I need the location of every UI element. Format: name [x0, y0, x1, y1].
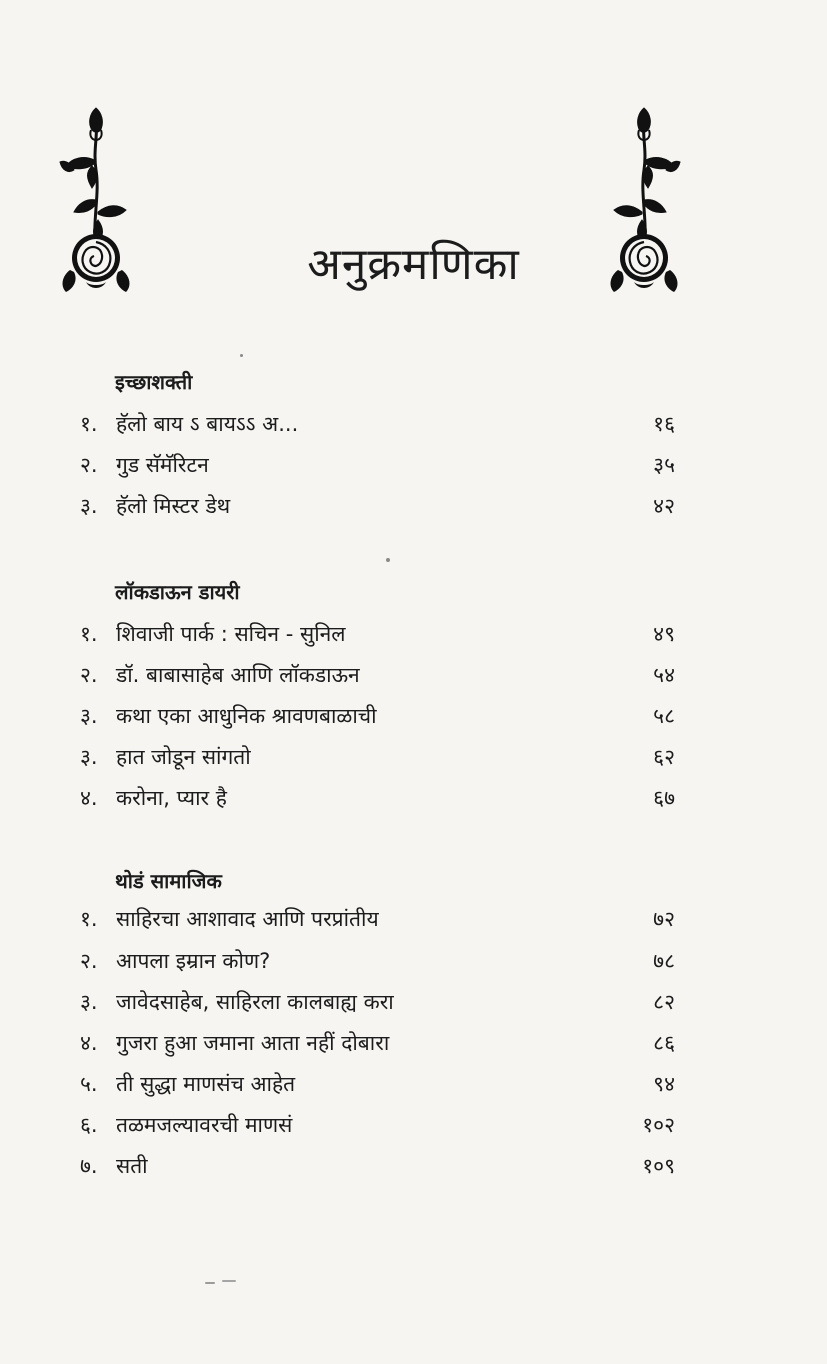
paper-speck: [386, 558, 390, 562]
entry-number: ३.: [80, 704, 98, 728]
toc-entry: [0, 702, 827, 734]
entry-page: १६: [653, 412, 675, 436]
entry-number: ५.: [80, 1072, 98, 1096]
entry-title: हॅलो मिस्टर डेथ: [116, 494, 231, 518]
entry-page: ७२: [653, 907, 675, 931]
entry-number: २.: [80, 663, 98, 687]
toc-entry: [0, 1070, 827, 1102]
toc-entry: [0, 1111, 827, 1143]
section-heading: लॉकडाऊन डायरी: [115, 580, 240, 604]
toc-entry: [0, 492, 827, 524]
toc-entry: [0, 1029, 827, 1061]
entry-number: ४.: [80, 1031, 98, 1055]
entry-number: ३.: [80, 494, 98, 518]
entry-title: आपला इम्रान कोण?: [116, 949, 271, 973]
entry-number: ७.: [80, 1154, 98, 1178]
entry-title: गुजरा हुआ जमाना आता नहीं दोबारा: [116, 1031, 390, 1055]
entry-number: १.: [80, 622, 98, 646]
entry-title: साहिरचा आशावाद आणि परप्रांतीय: [116, 907, 379, 931]
entry-page: ५८: [653, 704, 675, 728]
entry-title: जावेदसाहेब, साहिरला कालबाह्य करा: [116, 990, 394, 1014]
toc-entry: [0, 620, 827, 652]
entry-page: १०२: [642, 1113, 675, 1137]
entry-title: कथा एका आधुनिक श्रावणबाळाची: [116, 704, 377, 728]
entry-title: सती: [116, 1154, 148, 1178]
paper-speck: [240, 354, 243, 357]
page-title: अनुक्रमणिका: [307, 239, 520, 290]
entry-number: ६.: [80, 1113, 98, 1137]
entry-page: ३५: [653, 453, 675, 477]
toc-entry: [0, 410, 827, 442]
entry-page: ९४: [653, 1072, 675, 1096]
entry-title: गुड सॅमॅरिटन: [116, 453, 209, 477]
entry-page: ६७: [653, 786, 675, 810]
section-heading: इच्छाशक्ती: [115, 370, 193, 394]
entry-title: डॉ. बाबासाहेब आणि लॉकडाऊन: [116, 663, 360, 687]
toc-entry: [0, 743, 827, 775]
entry-page: १०९: [642, 1154, 675, 1178]
toc-entry: [0, 661, 827, 693]
entry-number: २.: [80, 949, 98, 973]
toc-entry: [0, 784, 827, 816]
entry-title: हात जोडून सांगतो: [116, 745, 251, 769]
paper-speck: [222, 1280, 236, 1282]
entry-title: शिवाजी पार्क : सचिन - सुनिल: [116, 622, 346, 646]
entry-title: हॅलो बाय ऽ बायऽऽ अ...: [116, 412, 299, 436]
entry-page: ६२: [653, 745, 675, 769]
entry-title: ती सुद्धा माणसंच आहेत: [116, 1072, 296, 1096]
entry-page: ४९: [653, 622, 675, 646]
entry-page: ७८: [653, 949, 675, 973]
entry-number: १.: [80, 907, 98, 931]
toc-entry: [0, 988, 827, 1020]
entry-title: तळमजल्यावरची माणसं: [116, 1113, 293, 1137]
entry-page: ८२: [653, 990, 675, 1014]
entry-number: २.: [80, 453, 98, 477]
entry-page: ८६: [653, 1031, 675, 1055]
toc-entry: [0, 947, 827, 979]
section-heading: थोडं सामाजिक: [115, 869, 222, 893]
entry-page: ५४: [653, 663, 675, 687]
entry-number: १.: [80, 412, 98, 436]
entry-number: ३.: [80, 745, 98, 769]
entry-title: करोना, प्यार है: [116, 786, 227, 810]
entry-page: ४२: [653, 494, 675, 518]
toc-entry: [0, 1152, 827, 1184]
entry-number: ३.: [80, 990, 98, 1014]
toc-entry: [0, 905, 827, 937]
entry-number: ४.: [80, 786, 98, 810]
toc-entry: [0, 451, 827, 483]
paper-speck: [205, 1282, 215, 1284]
